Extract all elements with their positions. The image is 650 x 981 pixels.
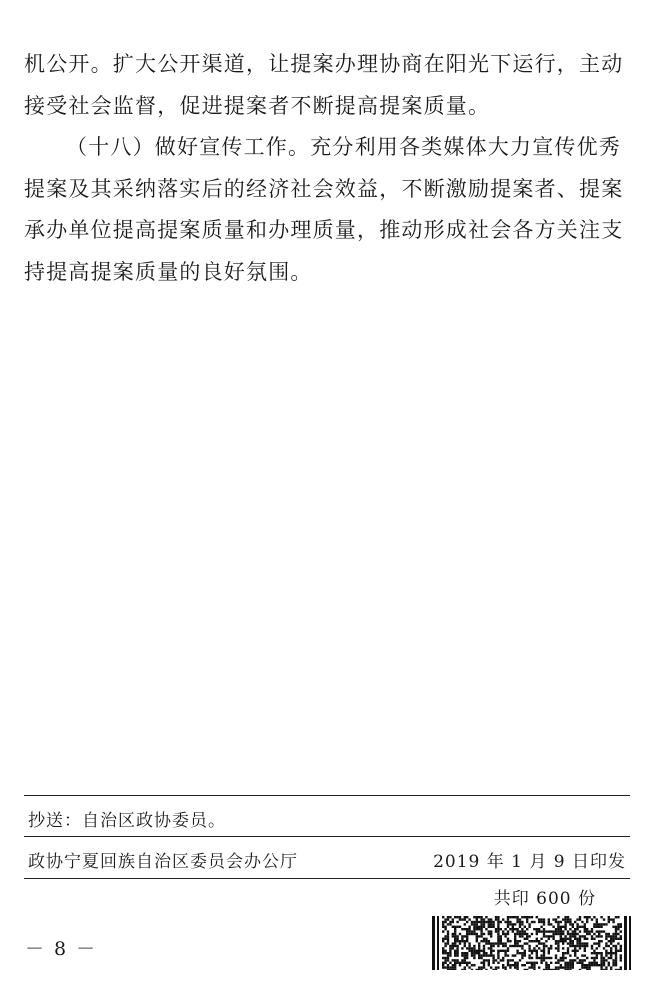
cc-recipients: 抄送：自治区政协委员。: [28, 811, 226, 831]
text-line: 接受社会监督，促进提案者不断提高提案质量。: [24, 93, 491, 118]
text-line: 承办单位提高提案质量和办理质量，推动形成社会各方关注支: [24, 218, 624, 242]
body-text: [24, 44, 628, 293]
footer-rule-bottom: [24, 878, 630, 879]
page-number: － 8 －: [25, 938, 98, 960]
issuing-office: 政协宁夏回族自治区委员会办公厅: [28, 852, 298, 872]
text-line: 提案及其采纳落实后的经济社会效益，不断激励提案者、提案: [24, 176, 624, 201]
footer-rule-middle: [24, 836, 630, 837]
paragraph-item-18: [24, 127, 628, 293]
text-line: 机公开。扩大公开渠道，让提案办理协商在阳光下运行，主动: [24, 52, 624, 76]
text-line: 持提高提案质量的良好氛围。: [24, 259, 313, 284]
text-line: （十八）做好宣传工作。充分利用各类媒体大力宣传优秀: [66, 135, 621, 159]
barcode-icon: [432, 916, 632, 970]
footer-rule-top: [24, 795, 630, 796]
paragraph-continuation: [24, 44, 628, 127]
print-copies: 共印 600 份: [493, 889, 596, 909]
print-date: 2019 年 1 月 9 日印发: [433, 852, 626, 872]
